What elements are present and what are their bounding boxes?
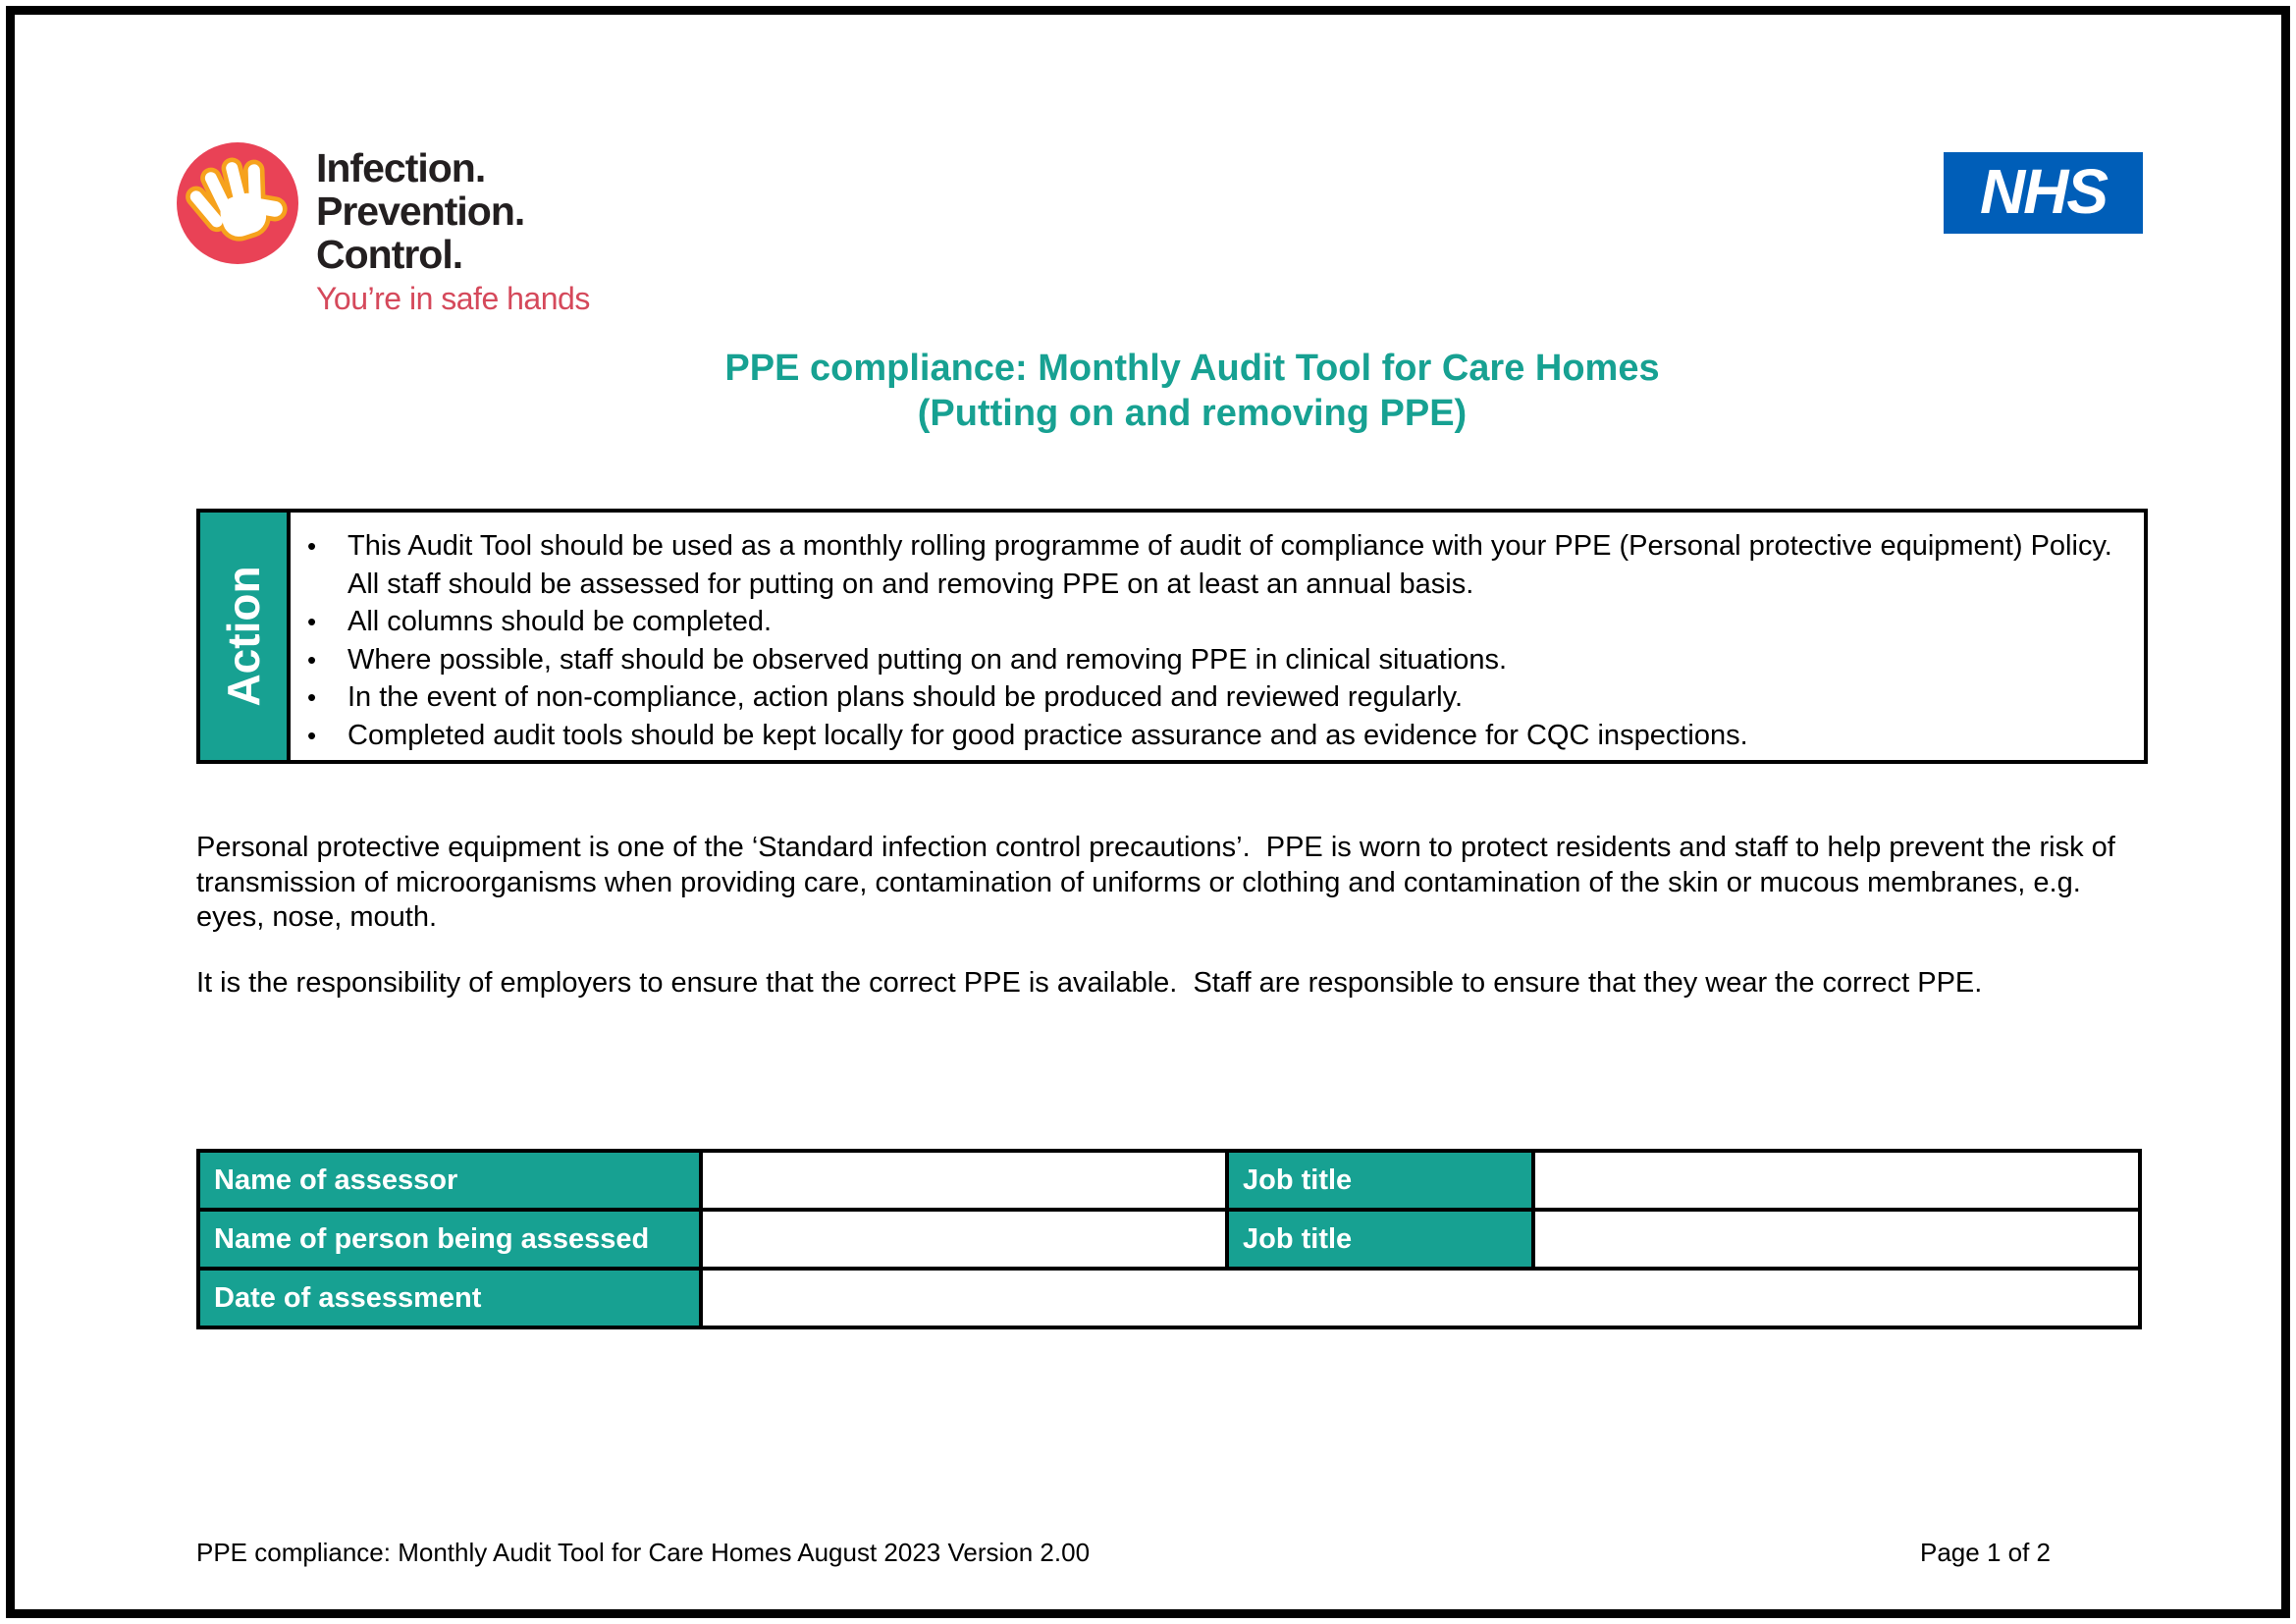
field-name-of-assessor[interactable] [701, 1151, 1227, 1210]
bullet-icon: • [307, 531, 317, 561]
action-label: Action [218, 566, 269, 707]
label-date-of-assessment: Date of assessment [198, 1269, 701, 1327]
nhs-logo: NHS [1944, 152, 2143, 234]
action-bullet-1: • This Audit Tool should be used as a monthly rolling programme of audit of compliance with your PPE (Personal protective equipment) Policy. All staff should be assessed for putting on and removing PPE on at least an annual basis. [291, 527, 2120, 603]
label-job-title-assessor: Job title [1227, 1151, 1533, 1210]
label-name-of-assessor: Name of assessor [198, 1151, 701, 1210]
action-bullet-3: • Where possible, staff should be observed putting on and removing PPE in clinical situations. [291, 641, 2120, 679]
intro-paragraph-2: It is the responsibility of employers to ensure that the correct PPE is available. Staff are responsible to ensure that they wear the correct PPE. [196, 967, 1983, 999]
bullet-icon: • [307, 607, 317, 636]
field-job-title-assessed[interactable] [1533, 1210, 2140, 1269]
action-bullet-4: • In the event of non-compliance, action plans should be produced and reviewed regularly. [291, 678, 2120, 717]
action-bullet-list [291, 513, 2144, 760]
field-job-title-assessor[interactable] [1533, 1151, 2140, 1210]
bullet-icon: • [307, 682, 317, 712]
action-label-bar [200, 513, 291, 760]
brand-line-2: Prevention. [316, 189, 525, 234]
table-row [198, 1210, 2140, 1269]
action-bullet-5: • Completed audit tools should be kept locally for good practice assurance and as evidence for CQC inspections. [291, 717, 2120, 755]
table-row [198, 1269, 2140, 1327]
page-title-line-2: (Putting on and removing PPE) [917, 393, 1468, 434]
action-bullet-2: • All columns should be completed. [291, 603, 2120, 641]
action-box [196, 509, 2148, 764]
infection-prevention-control-logo [177, 142, 590, 317]
table-row [198, 1151, 2140, 1210]
page-title [88, 346, 2296, 436]
brand-text [316, 142, 590, 317]
intro-paragraph-1: Personal protective equipment is one of the ‘Standard infection control precautions’. PPE is worn to protect residents and staff to help prevent the risk of transmission of microorganisms when providing care, contamination of uniforms or clothing and contamination of the skin or mucous membranes, e.g. eyes, nose, mouth. [196, 832, 2123, 933]
bullet-icon: • [307, 720, 317, 750]
footer-page-number: Page 1 of 2 [1920, 1538, 2051, 1567]
brand-line-1: Infection. [316, 145, 486, 190]
hand-icon [177, 142, 298, 264]
footer-document-version: PPE compliance: Monthly Audit Tool for Care Homes August 2023 Version 2.00 [196, 1538, 1091, 1567]
bullet-icon: • [307, 644, 317, 675]
assessment-details-table [196, 1149, 2142, 1329]
field-name-of-person-assessed[interactable] [701, 1210, 1227, 1269]
field-date-of-assessment[interactable] [701, 1269, 2140, 1327]
brand-tagline: You’re in safe hands [316, 281, 590, 316]
brand-line-3: Control. [316, 232, 463, 277]
page-title-line-1: PPE compliance: Monthly Audit Tool for Care Homes [724, 348, 1660, 389]
label-name-of-person-assessed: Name of person being assessed [198, 1210, 701, 1269]
label-job-title-assessed: Job title [1227, 1210, 1533, 1269]
